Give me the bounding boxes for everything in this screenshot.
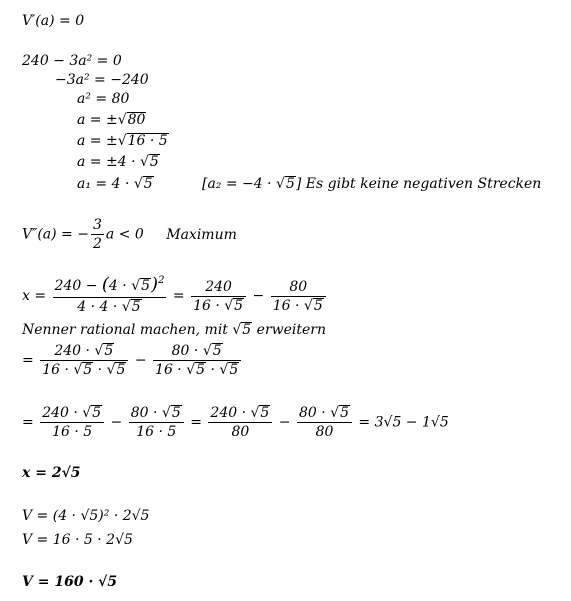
equation-line: [77, 153, 160, 171]
derivative-equation: V′(a) = 0: [22, 13, 85, 29]
equation-line: 240 − 3a² = 0: [22, 53, 122, 69]
volume-result: V = 160 · √5: [22, 574, 118, 590]
equation-line: −3a² = −240: [55, 72, 149, 88]
expression: a₁ = 4 ·: [77, 176, 130, 192]
fraction: $\frac{80 \cdot √5}{16 \cdot √5 \cdot √5}$: [153, 342, 241, 379]
simplified-expression: = $\frac{240 \cdot √5}{16 \cdot 5}$ − $\frac{80 \cdot √5}{16 \cdot 5}$ = $\frac{240 \cdot √5}{80}$ − $\frac{80 \cdot √5}{80}$ = 3√5 − 1√5: [22, 405, 449, 440]
fraction: $\frac{240}{16 \cdot √5}$: [191, 278, 246, 315]
rationalized-expression: = $\frac{240 \cdot √5}{16 \cdot √5 \cdot √5}$ − $\frac{80 \cdot √5}{16 \cdot √5 \cdot √5}$: [22, 342, 243, 379]
equation-line: [77, 132, 169, 150]
second-derivative: [22, 216, 237, 253]
rationalize-note: Nenner rational machen, mit √5 erweitern: [22, 322, 327, 338]
remark: ] Es gibt keine negativen Strecken: [295, 176, 542, 192]
square-root: √80: [117, 112, 146, 128]
expression: a = ±: [77, 112, 118, 128]
fraction: $\frac{3}{2}$: [92, 217, 102, 252]
expression: V″(a) = −: [22, 226, 89, 243]
equation-line: [77, 175, 154, 193]
volume-equation: V = 16 · 5 · 2√5: [22, 532, 133, 548]
fraction: $\frac{80 \cdot √5}{80}$: [297, 404, 352, 441]
fraction: $\frac{240 \cdot √5}{16 \cdot 5}$: [40, 404, 104, 441]
expression: a = ±: [77, 133, 118, 149]
square-root: √5: [276, 176, 295, 192]
square-root: √5: [133, 176, 153, 192]
note-negative-root: [202, 175, 541, 193]
expression: [a₂ = −4 ·: [202, 176, 272, 192]
square-root: √16 · 5: [117, 133, 168, 149]
fraction: $\frac{80 \cdot √5}{16 \cdot 5}$: [129, 404, 184, 441]
maximum-label: Maximum: [166, 226, 237, 243]
fraction: $\frac{240 - (4 \cdot √5)^2}{4 \cdot 4 \cdot √5}$: [54, 274, 165, 315]
volume-equation: V = (4 · √5)² · 2√5: [22, 508, 150, 524]
expression: a = ±4 ·: [77, 154, 136, 170]
result-expression: 3√5 − 1√5: [374, 414, 449, 431]
expression: a < 0: [105, 226, 144, 243]
x-result: x = 2√5: [22, 465, 81, 481]
fraction: $\frac{80}{16 \cdot √5}$: [271, 278, 326, 315]
square-root: √5: [139, 154, 159, 170]
equation-line: [77, 111, 146, 129]
equation-line: a² = 80: [77, 91, 130, 107]
fraction: $\frac{240 \cdot √5}{80}$: [208, 404, 272, 441]
fraction: $\frac{240 \cdot √5}{16 \cdot √5 \cdot √5}$: [40, 342, 128, 379]
x-expression: x = $\frac{240 - (4 \cdot √5)^2}{4 \cdot 4 \cdot √5}$ = $\frac{240}{16 \cdot √5}$ − $\frac{80}{16 \cdot √5}$: [22, 276, 328, 316]
